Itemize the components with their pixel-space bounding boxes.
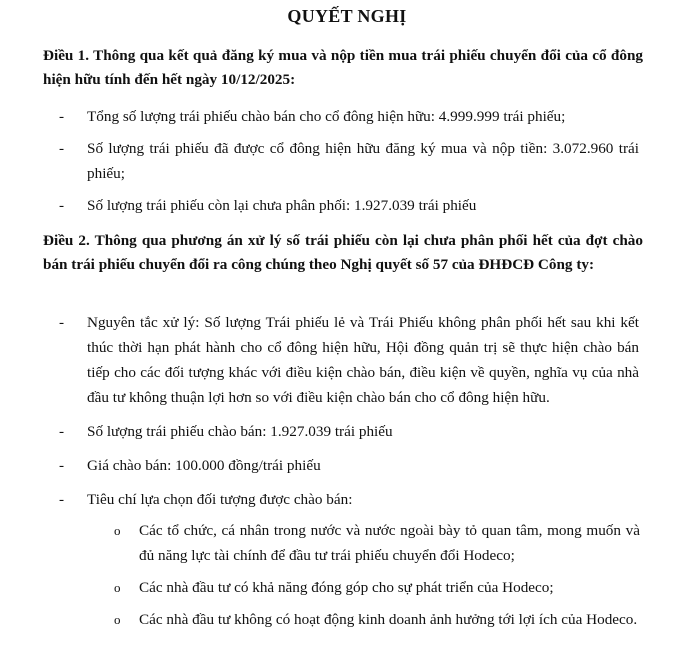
list-item <box>59 310 639 410</box>
list-item-text: Tiêu chí lựa chọn đối tượng được chào bán: <box>87 491 353 508</box>
list-item-text: Số lượng trái phiếu còn lại chưa phân phối: 1.927.039 trái phiếu <box>87 197 477 214</box>
sub-list-item <box>112 607 640 632</box>
article-2-heading: Điều 2. Thông qua phương án xử lý số trái phiếu còn lại chưa phân phối hết của đợt chào bán trái phiếu chuyển đổi ra công chúng theo Nghị quyết số 57 của ĐHĐCĐ Công ty: <box>43 232 643 273</box>
list-item-text: Số lượng trái phiếu chào bán: 1.927.039 trái phiếu <box>87 423 393 440</box>
list-item-text: Số lượng trái phiếu đã được cổ đông hiện hữu đăng ký mua và nộp tiền: 3.072.960 trái phiếu; <box>87 140 639 182</box>
list-item <box>59 453 639 478</box>
list-item-text: Nguyên tắc xử lý: Số lượng Trái phiếu lẻ và Trái Phiếu không phân phối hết sau khi kết thúc thời hạn phát hành cho cổ đông hiện hữu, Hội đồng quản trị sẽ thực hiện chào bán tiếp cho các đối tượng khác với điều kiện chào bán, điều kiện về quyền, nghĩa vụ của nhà đầu tư không thuận lợi hơn so với điều kiện chào bán cho cổ đông hiện hữu. <box>87 314 639 406</box>
dash-bullet: - <box>59 491 65 508</box>
list-item <box>59 193 639 218</box>
circle-bullet: o <box>114 580 121 595</box>
document-title: QUYẾT NGHỊ <box>287 6 407 26</box>
sub-list-item-text: Các nhà đầu tư có khả năng đóng góp cho sự phát triển của Hodeco; <box>139 579 554 596</box>
dash-bullet: - <box>59 423 65 440</box>
list-item <box>59 104 639 129</box>
sub-list-item-text: Các nhà đầu tư không có hoạt động kinh doanh ảnh hưởng tới lợi ích của Hodeco. <box>139 611 638 628</box>
list-item <box>59 419 639 444</box>
dash-bullet: - <box>59 197 65 214</box>
list-item <box>59 136 639 186</box>
circle-bullet: o <box>114 612 121 627</box>
list-item-text: Tổng số lượng trái phiếu chào bán cho cổ đông hiện hữu: 4.999.999 trái phiếu; <box>87 108 566 125</box>
sub-list-item-text: Các tổ chức, cá nhân trong nước và nước ngoài bày tỏ quan tâm, mong muốn và đủ năng lực tài chính để đầu tư trái phiếu chuyển đổi Hodeco; <box>139 522 640 564</box>
circle-bullet: o <box>114 523 121 538</box>
list-item-text: Giá chào bán: 100.000 đồng/trái phiếu <box>87 457 321 474</box>
dash-bullet: - <box>59 314 65 331</box>
dash-bullet: - <box>59 140 65 157</box>
list-item <box>59 487 639 512</box>
sub-list-item <box>112 575 640 600</box>
sub-list-item <box>112 518 640 568</box>
dash-bullet: - <box>59 108 65 125</box>
article-1-heading: Điều 1. Thông qua kết quả đăng ký mua và nộp tiền mua trái phiếu chuyển đổi của cổ đông hiện hữu tính đến hết ngày 10/12/2025: <box>43 47 643 88</box>
dash-bullet: - <box>59 457 65 474</box>
